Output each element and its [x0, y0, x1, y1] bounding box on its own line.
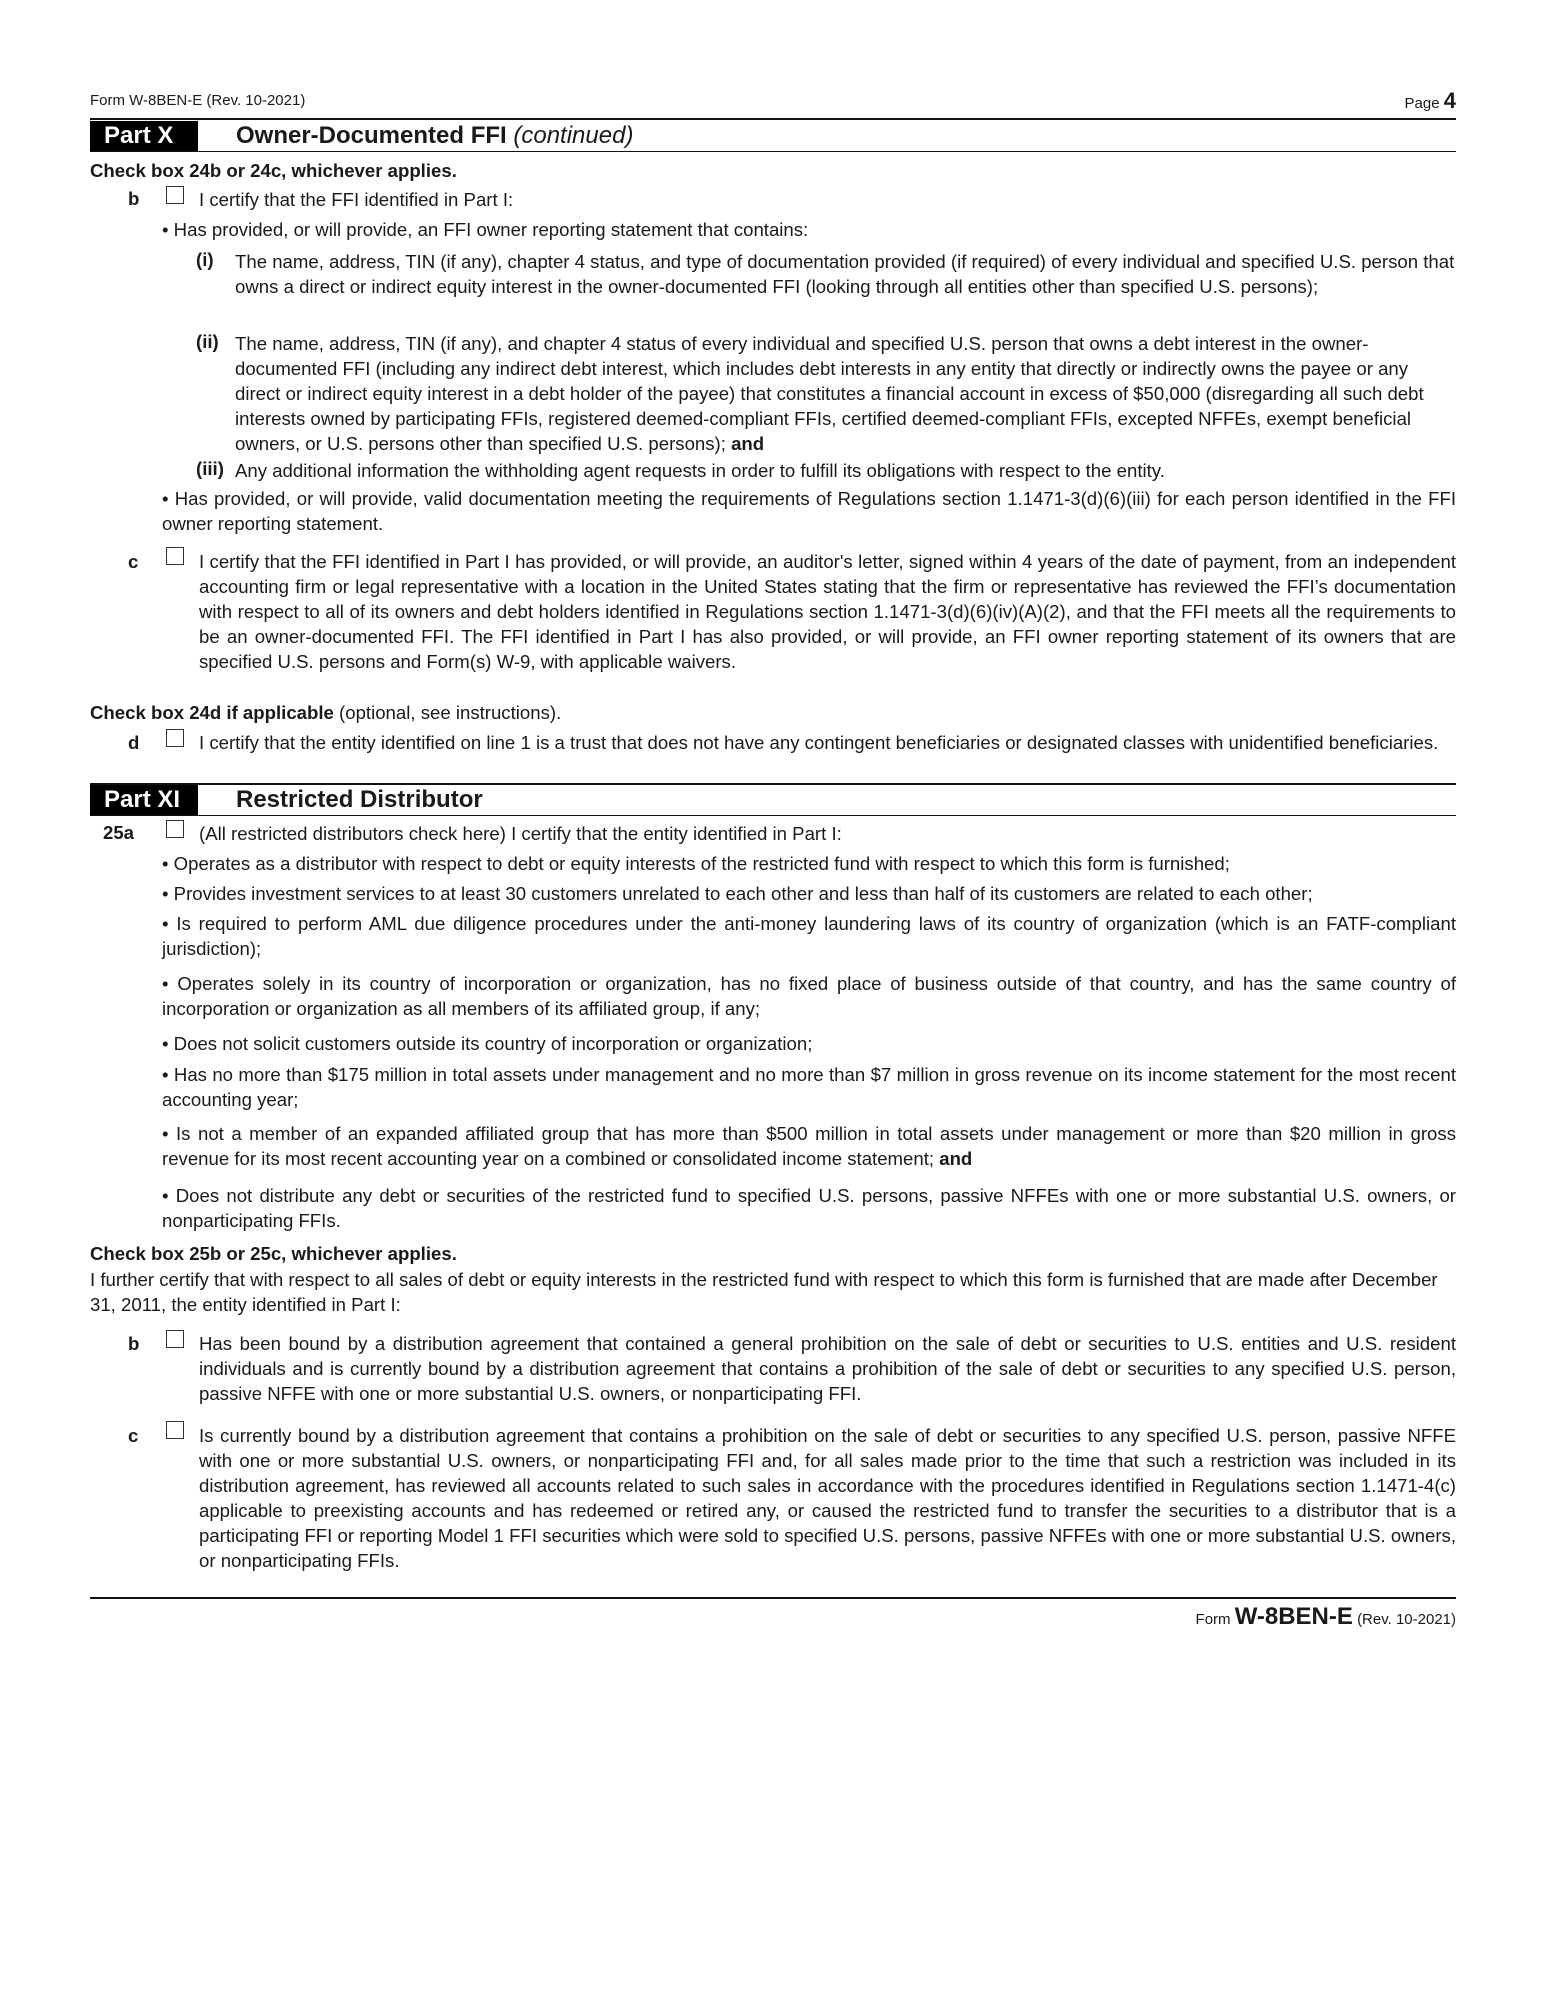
line-25b-text: Has been bound by a distribution agreement that contained a general prohibition on the sale of debt or securities to U.S. entities and U.S. resident individuals and is currently bound by a distribution agreement that contains a prohibition of the sale of debt or securities to any specified U.S. person, passive NFFE with one or more substantial U.S. owners, or nonparticipating FFI. [199, 1333, 1456, 1404]
checkbox-25a[interactable] [166, 820, 184, 838]
part-xi-title: Restricted Distributor [236, 786, 483, 813]
further-certify-text: I further certify that with respect to all sales of debt or equity interests in the restricted fund with respect to which this form is furnished that are made after December 31, 2011, the entity identified in Part I: [90, 1269, 1438, 1315]
part-xi-rule [90, 815, 1456, 816]
header-rule [90, 118, 1456, 120]
form-header-ref: Form W-8BEN-E (Rev. 10-2021) [90, 92, 306, 109]
checkbox-25c[interactable] [166, 1421, 184, 1439]
checkbox-25b[interactable] [166, 1330, 184, 1348]
check-25bc-instruction: Check box 25b or 25c, whichever applies. [90, 1243, 457, 1264]
line-25a-bullet: • Operates solely in its country of incorporation or organization, has no fixed place of business outside of that country, and has the same country of incorporation or organization as all members of its affiliated group, if any; [162, 973, 1456, 1019]
line-24d-letter: d [128, 732, 140, 753]
item-ii-text: The name, address, TIN (if any), and chapter 4 status of every individual and specified U.S. person that owns a debt interest in the owner-documented FFI (including any indirect debt interest, which includes debt interests in any entity that directly or indirectly owns the payee or any direct or indirect equity interest in a debt holder of the payee) that constitutes a financial account in excess of $50,000 (disregarding all such debt interests owned by participating FFIs, registered deemed-compliant FFIs, certified deemed-compliant FFIs, excepted NFFEs, exempt beneficial owners, or U.S. persons other than specified U.S. persons); and [235, 333, 1424, 454]
line-25a-bullet: • Has no more than $175 million in total assets under management and no more than $7 million in gross revenue on its income statement for the most recent accounting year; [162, 1064, 1456, 1110]
part-x-rule [90, 151, 1456, 152]
part-x-label: Part X [90, 121, 198, 151]
line-24b-bullet-1: • Has provided, or will provide, an FFI owner reporting statement that contains: [162, 219, 809, 240]
item-i-text: The name, address, TIN (if any), chapter 4 status, and type of documentation provided (if required) of every individual and specified U.S. person that owns a direct or indirect equity interest in the owner-documented FFI (looking through all entities other than specified U.S. persons); [235, 251, 1455, 297]
footer-form-ref: Form W-8BEN-E (Rev. 10-2021) [1195, 1603, 1456, 1630]
line-25c-text: Is currently bound by a distribution agreement that contains a prohibition on the sale of debt or securities to any specified U.S. person, passive NFFE with one or more substantial U.S. owners, or nonparticipating FFI and, for all sales made prior to the time that such a restriction was included in its distribution agreement, has reviewed all accounts related to such sales in accordance with the procedures identified in Regulations section 1.1471-4(c) applicable to preexisting accounts and has redeemed or retired any, or caused the restricted fund to transfer the securities to a distributor that is a participating FFI or reporting Model 1 FFI securities which were sold to specified U.S. persons, passive NFFEs with one or more substantial U.S. owners, or nonparticipating FFIs. [199, 1425, 1456, 1571]
line-25c-letter: c [128, 1425, 139, 1446]
footer-rule [90, 1597, 1456, 1599]
part-x-title: Owner-Documented FFI (continued) [236, 122, 634, 149]
page-num: 4 [1443, 88, 1456, 113]
check-24d-instruction: Check box 24d if applicable (optional, see instructions). [90, 702, 562, 723]
check-24bc-instruction: Check box 24b or 24c, whichever applies. [90, 160, 457, 181]
line-25a-bullet: • Is not a member of an expanded affiliated group that has more than $500 million in total assets under management or more than $20 million in gross revenue for its most recent accounting year on a combined or consolidated income statement; and [162, 1123, 1456, 1169]
item-iii-text: Any additional information the withholding agent requests in order to fulfill its obligations with respect to the entity. [235, 460, 1165, 481]
line-25a-bullet: • Provides investment services to at least 30 customers unrelated to each other and less than half of its customers are related to each other; [162, 883, 1313, 904]
line-24b-bullet-2: • Has provided, or will provide, valid documentation meeting the requirements of Regulations section 1.1471-3(d)(6)(iii) for each person identified in the FFI owner reporting statement. [162, 488, 1456, 534]
checkbox-24b[interactable] [166, 186, 184, 204]
line-25a-bullet: • Does not distribute any debt or securities of the restricted fund to specified U.S. persons, passive NFFEs with one or more substantial U.S. owners, or nonparticipating FFIs. [162, 1185, 1456, 1231]
part-xi-label: Part XI [90, 785, 198, 815]
item-i-label: (i) [196, 249, 214, 270]
item-ii-label: (ii) [196, 331, 219, 352]
line-25a-bullet: • Is required to perform AML due diligence procedures under the anti-money laundering laws of its country of organization (which is an FATF-compliant jurisdiction); [162, 913, 1456, 959]
line-24d-text: I certify that the entity identified on line 1 is a trust that does not have any contingent beneficiaries or designated classes with unidentified beneficiaries. [199, 732, 1439, 753]
checkbox-24c[interactable] [166, 547, 184, 565]
line-25a-bullet: • Does not solicit customers outside its country of incorporation or organization; [162, 1033, 813, 1054]
page-number [1405, 88, 1456, 114]
line-24b-letter: b [128, 188, 140, 209]
line-24b-text: I certify that the FFI identified in Part I: [199, 189, 514, 210]
line-25b-letter: b [128, 1333, 140, 1354]
page-word: Page [1404, 95, 1440, 112]
line-24c-letter: c [128, 551, 139, 572]
line-25a-bullet: • Operates as a distributor with respect to debt or equity interests of the restricted fund with respect to which this form is furnished; [162, 853, 1230, 874]
item-iii-label: (iii) [196, 458, 224, 479]
line-24c-text: I certify that the FFI identified in Part I has provided, or will provide, an auditor's letter, signed within 4 years of the date of payment, from an independent accounting firm or legal representative with a location in the United States stating that the firm or representative has reviewed the FFI’s documentation with respect to all of its owners and debt holders identified in Regulations section 1.1471-3(d)(6)(iv)(A)(2), and that the FFI meets all the requirements to be an owner-documented FFI. The FFI identified in Part I has also provided, or will provide, an FFI owner reporting statement of its owners that are specified U.S. persons and Form(s) W-9, with applicable waivers. [199, 551, 1456, 672]
line-25a-text: (All restricted distributors check here) I certify that the entity identified in Part I: [199, 823, 842, 844]
checkbox-24d[interactable] [166, 729, 184, 747]
line-25a-number: 25a [103, 822, 135, 843]
